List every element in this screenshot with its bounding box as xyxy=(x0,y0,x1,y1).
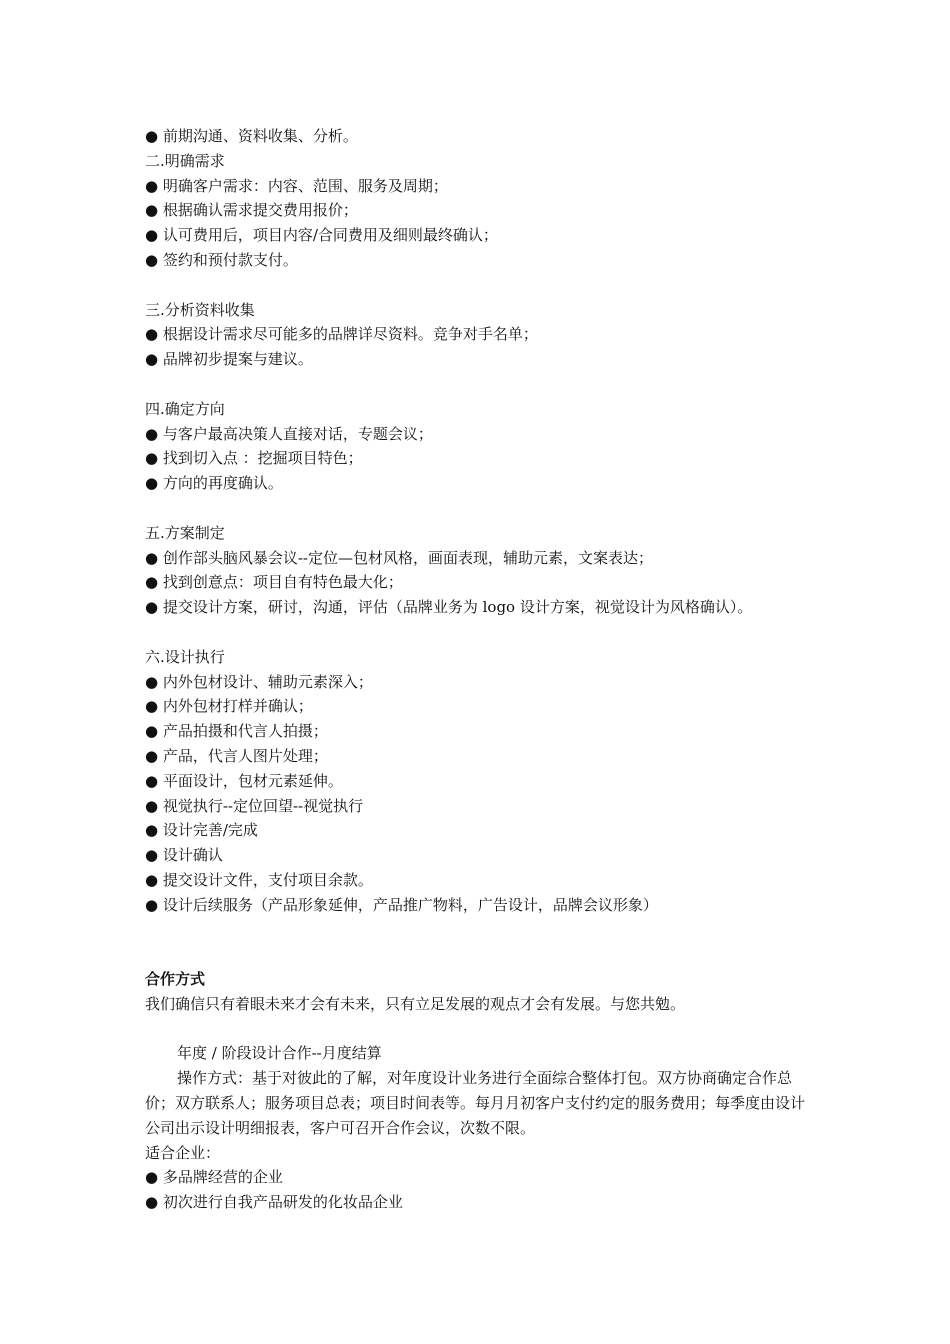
list-item: ● 与客户最高决策人直接对话，专题会议； xyxy=(145,424,433,443)
list-item: ● 设计后续服务（产品形象延伸，产品推广物料，广告设计，品牌会议形象） xyxy=(145,895,658,914)
list-item: ● 根据确认需求提交费用报价； xyxy=(145,201,358,220)
list-item: ● 初次进行自我产品研发的化妆品企业 xyxy=(145,1193,403,1212)
cooperation-title: 合作方式 xyxy=(145,970,206,989)
list-item: ● 设计完善/完成 xyxy=(145,821,258,840)
list-item: ● 创作部头脑风暴会议--定位—包材风格，画面表现，辅助元素，文案表达； xyxy=(145,548,653,567)
list-item: ● 认可费用后，项目内容/合同费用及细则最终确认； xyxy=(145,226,498,245)
list-item: ● 前期沟通、资料收集、分析。 xyxy=(145,127,358,145)
list-item: ● 平面设计，包材元素延伸。 xyxy=(145,771,343,790)
section-heading: 三.分析资料收集 xyxy=(145,300,255,319)
list-item: ● 品牌初步提案与建议。 xyxy=(145,350,313,369)
list-item: ● 产品，代言人图片处理； xyxy=(145,746,328,765)
list-item: ● 根据设计需求尽可能多的品牌详尽资料。竞争对手名单； xyxy=(145,325,538,344)
spacer xyxy=(145,620,825,645)
list-item: ● 设计确认 xyxy=(145,846,223,865)
list-item: ● 产品拍摄和代言人拍摄； xyxy=(145,722,328,741)
list-item: ● 明确客户需求：内容、范围、服务及周期； xyxy=(145,176,448,195)
spacer xyxy=(145,372,825,397)
operation-paragraph: 操作方式：基于对彼此的了解，对年度设计业务进行全面综合整体打包。双方协商确定合作总价；双方联系人；服务项目总表；项目时间表等。每月月初客户支付约定的服务费用；每季度由设计公司出示设计明细报表，客户可召开合作会议，次数不限。 xyxy=(145,1069,806,1137)
plan-title: 年度 / 阶段设计合作--月度结算 xyxy=(177,1044,382,1063)
section-heading: 四.确定方向 xyxy=(145,399,225,418)
list-item: ● 内外包材打样并确认； xyxy=(145,697,313,716)
spacer xyxy=(145,1017,825,1042)
spacer xyxy=(145,918,825,968)
list-item: ● 方向的再度确认。 xyxy=(145,474,283,493)
section-heading: 五.方案制定 xyxy=(145,523,225,542)
list-item: ● 找到切入点 ：挖掘项目特色； xyxy=(145,449,363,468)
list-item: ● 内外包材设计、辅助元素深入； xyxy=(145,672,373,691)
list-item: ● 找到创意点：项目自有特色最大化； xyxy=(145,573,403,592)
list-item: ● 签约和预付款支付。 xyxy=(145,250,298,269)
document-page xyxy=(145,124,825,1215)
list-item: ● 提交设计方案，研讨，沟通，评估（品牌业务为 logo 设计方案，视觉设计为风格确认）。 xyxy=(145,598,753,617)
list-item: ● 视觉执行--定位回望--视觉执行 xyxy=(145,796,364,815)
suitable-label: 适合企业： xyxy=(145,1143,221,1162)
section-heading: 六.设计执行 xyxy=(145,647,225,666)
section-heading: 二.明确需求 xyxy=(145,151,225,170)
cooperation-motto: 我们确信只有着眼未来才会有未来，只有立足发展的观点才会有发展。与您共勉。 xyxy=(145,994,686,1013)
spacer xyxy=(145,496,825,521)
list-item: ● 多品牌经营的企业 xyxy=(145,1168,283,1187)
spacer xyxy=(145,273,825,298)
list-item: ● 提交设计文件，支付项目余款。 xyxy=(145,870,373,889)
